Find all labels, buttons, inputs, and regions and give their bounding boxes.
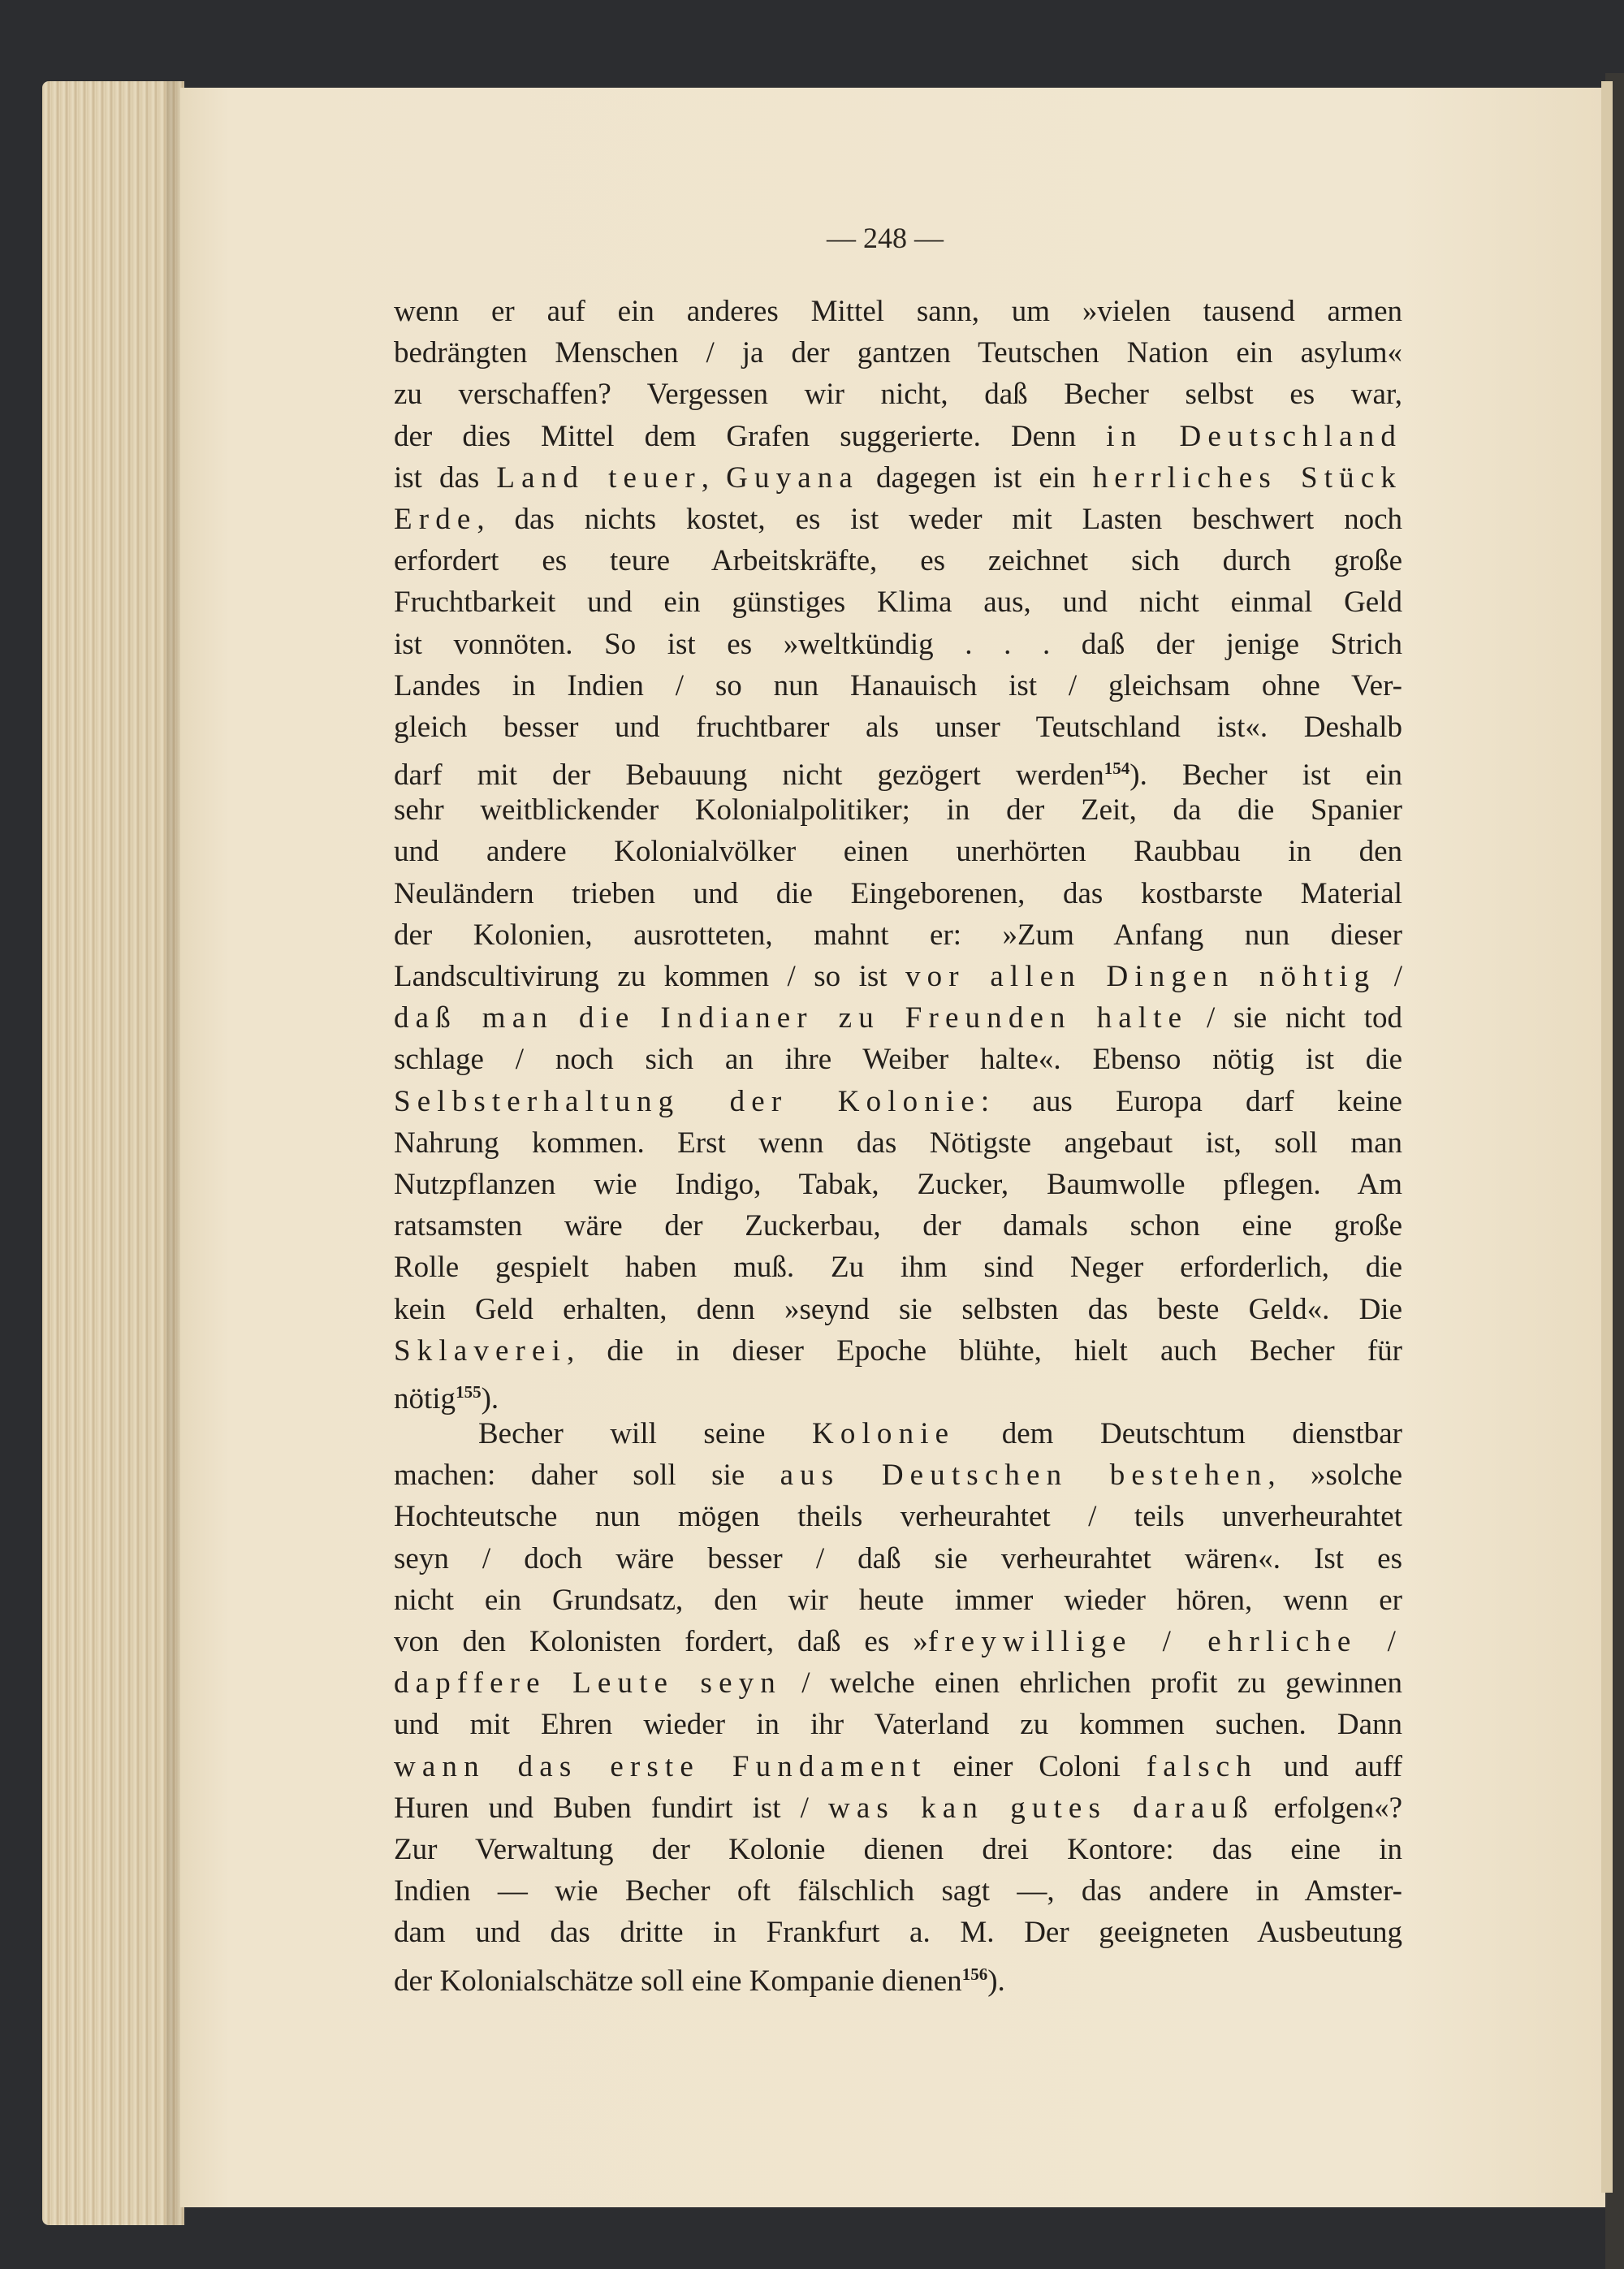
text-line [394,1870,1402,1912]
text-segment: Zur Verwaltung der Kolonie dienen drei Kontore: das eine in [394,1832,1402,1866]
text-segment: wenn er auf ein anderes Mittel sann, um »vielen tausend armen [394,295,1402,328]
text-segment: und mit Ehren wieder in ihr Vaterland zu kommen suchen. Dann [394,1708,1402,1742]
text-line [394,956,1402,997]
text-line [394,1454,1402,1496]
text-segment: bedrängten Menschen / ja der gantzen Teutschen Nation ein asylum« [394,336,1402,370]
text-line [394,624,1402,665]
text-line [394,1580,1402,1621]
text-line [394,789,1402,831]
text-segment: erfordert es teure Arbeitskräfte, es zeichnet sich durch große [394,544,1402,578]
text-line [394,332,1402,374]
text-segment: zu verschaffen? Vergessen wir nicht, daß Becher selbst es war, [394,378,1402,412]
text-segment: Nahrung kommen. Erst wenn das Nötigste angebaut ist, soll man [394,1126,1402,1160]
spaced-emphasis: Land teuer [496,460,702,495]
text-segment: Rolle gespielt haben muß. Zu ihm sind Neger erforderlich, die [394,1251,1402,1285]
text-line [394,1372,1402,1413]
text-segment: , die in dieser Epoche blühte, hielt auch Becher für [567,1333,1402,1368]
text-segment: der dies Mittel dem Grafen suggerierte. Denn [394,419,1107,453]
text-segment: gleich besser und fruchtbarer als unser Teutschland ist«. Deshalb [394,710,1402,744]
text-line [394,914,1402,956]
text-line [394,1289,1402,1330]
text-segment: Hochteutsche nun mögen theils verheurahtet / teils unverheurahtet [394,1500,1402,1534]
paragraph [394,1413,1403,1998]
text-segment: ratsamsten wäre der Zuckerbau, der damals schon eine große [394,1209,1402,1243]
page-number: — 248 — [827,222,944,254]
text-segment: der Kolonialschätze soll eine Kompanie dienen [394,1964,962,1998]
text-segment: darf mit der Bebauung nicht gezögert werden [394,758,1104,793]
spaced-emphasis: in Deutschland [1106,419,1402,453]
text-line [394,1538,1402,1580]
text-line [394,291,1402,332]
spaced-emphasis: Kolonie [812,1417,956,1451]
text-line [394,997,1402,1039]
book-page-edges [42,81,184,2225]
body-text [394,291,1403,1998]
text-line [394,1413,1402,1454]
text-segment: schlage / noch sich an ihre Weiber halte«. Ebenso nötig ist die [394,1043,1402,1077]
text-line [394,540,1402,581]
text-line [394,1787,1402,1829]
text-segment: einer Coloni [926,1749,1147,1783]
text-segment: , das nichts kostet, es ist weder mit Lasten beschwert noch [477,502,1402,536]
text-line [394,1829,1402,1870]
text-segment: sehr weitblickender Kolonialpolitiker; in der Zeit, da die Spanier [394,793,1402,828]
text-segment: Neuländern trieben und die Eingeborenen, das kostbarste Material [394,876,1402,910]
text-segment: / [1376,960,1402,993]
text-segment: Nutzpflanzen wie Indigo, Tabak, Zucker, Baumwolle pflegen. Am [394,1167,1402,1201]
text-line [394,748,1402,793]
spaced-emphasis: aus Deutschen bestehen [780,1459,1268,1493]
text-segment: Becher will seine [478,1417,813,1451]
text-line [394,457,1402,499]
text-line [394,1704,1402,1745]
text-segment: und andere Kolonialvölker einen unerhörten Raubbau in den [394,835,1402,869]
spaced-emphasis: Guyana [726,460,859,495]
text-segment: und auff [1257,1749,1403,1783]
text-segment: der Kolonien, ausrotteten, mahnt er: »Zum Anfang nun dieser [394,918,1402,952]
text-segment: : aus Europa darf keine [980,1084,1402,1118]
text-line [394,1164,1402,1205]
text-segment: nötig [394,1381,456,1415]
text-line [394,665,1402,707]
text-segment: , »solche [1268,1459,1402,1493]
text-segment: machen: daher soll sie [394,1459,780,1493]
text-line [394,1247,1402,1288]
text-segment: von den Kolonisten fordert, daß es » [394,1625,928,1658]
text-segment: dam und das dritte in Frankfurt a. M. Der geeigneten Ausbeutung [394,1916,1402,1950]
text-line [394,499,1402,540]
text-segment: kein Geld erhalten, denn »seynd sie selbsten das beste Geld«. Die [394,1292,1402,1326]
footnote-ref: 156 [961,1964,988,1984]
text-segment: ). [987,1964,1005,1998]
spaced-emphasis: daß man die Indianer zu Freunden halte [394,1001,1189,1035]
text-line [394,831,1402,872]
spaced-emphasis: vor allen Dingen nöhtig [905,960,1376,993]
text-line [394,1122,1402,1164]
text-line [394,873,1402,914]
text-line [394,374,1402,415]
text-segment: ist vonnöten. So ist es »weltkündig . . . daß der jenige Strich [394,627,1402,661]
text-segment: dem Deutschtum dienstbar [955,1417,1402,1451]
text-line [394,1039,1402,1080]
text-line [394,1746,1402,1787]
text-segment: dagegen ist ein [859,460,1093,495]
text-segment: erfolgen«? [1254,1791,1402,1825]
text-line [394,1621,1402,1662]
adjacent-page-strip [1601,81,1613,2193]
spaced-emphasis: Erde [394,502,477,536]
text-segment: , [701,460,727,495]
text-line [394,1912,1402,1953]
spaced-emphasis: herrliches Stück [1092,460,1403,495]
spaced-emphasis: Sklaverei [394,1333,567,1368]
paragraph [394,291,1402,1413]
spaced-emphasis: freywillige / ehrliche / [927,1625,1402,1658]
text-line [394,581,1402,623]
text-segment: Indien — wie Becher oft fälschlich sagt —, das andere in Amster- [394,1874,1402,1908]
text-line [394,1662,1402,1704]
text-segment: / welche einen ehrlichen profit zu gewinnen [781,1666,1402,1701]
text-segment: Landes in Indien / so nun Hanauisch ist / gleichsam ohne Ver- [394,668,1402,702]
spaced-emphasis: Selbsterhaltung der Kolonie [394,1084,981,1118]
text-line [394,1954,1402,1998]
footnote-ref: 154 [1104,758,1130,779]
text-segment: nicht ein Grundsatz, den wir heute immer wieder hören, wenn er [394,1583,1402,1617]
text-segment: ). Becher ist ein [1129,758,1402,793]
text-segment: Fruchtbarkeit und ein günstiges Klima aus, und nicht einmal Geld [394,586,1402,620]
text-segment: Huren und Buben fundirt ist / [394,1791,828,1825]
text-line [394,707,1402,748]
text-line [394,1205,1402,1247]
text-line [394,416,1402,457]
text-segment: ist das [394,460,497,495]
spaced-emphasis: dapffere Leute seyn [394,1666,782,1701]
text-segment: ). [481,1381,499,1415]
spaced-emphasis: was kan gutes darauß [827,1791,1255,1825]
text-line [394,1081,1402,1122]
spaced-emphasis: wann das erste Fundament [394,1749,927,1783]
text-segment: Landscultivirung zu kommen / so ist [394,960,905,993]
text-segment: / sie nicht tod [1188,1001,1402,1035]
text-line [394,1496,1402,1537]
spaced-emphasis: falsch [1146,1749,1258,1783]
text-segment: seyn / doch wäre besser / daß sie verheurahtet wären«. Ist es [394,1541,1402,1575]
text-line [394,1330,1402,1372]
footnote-ref: 155 [456,1381,482,1402]
